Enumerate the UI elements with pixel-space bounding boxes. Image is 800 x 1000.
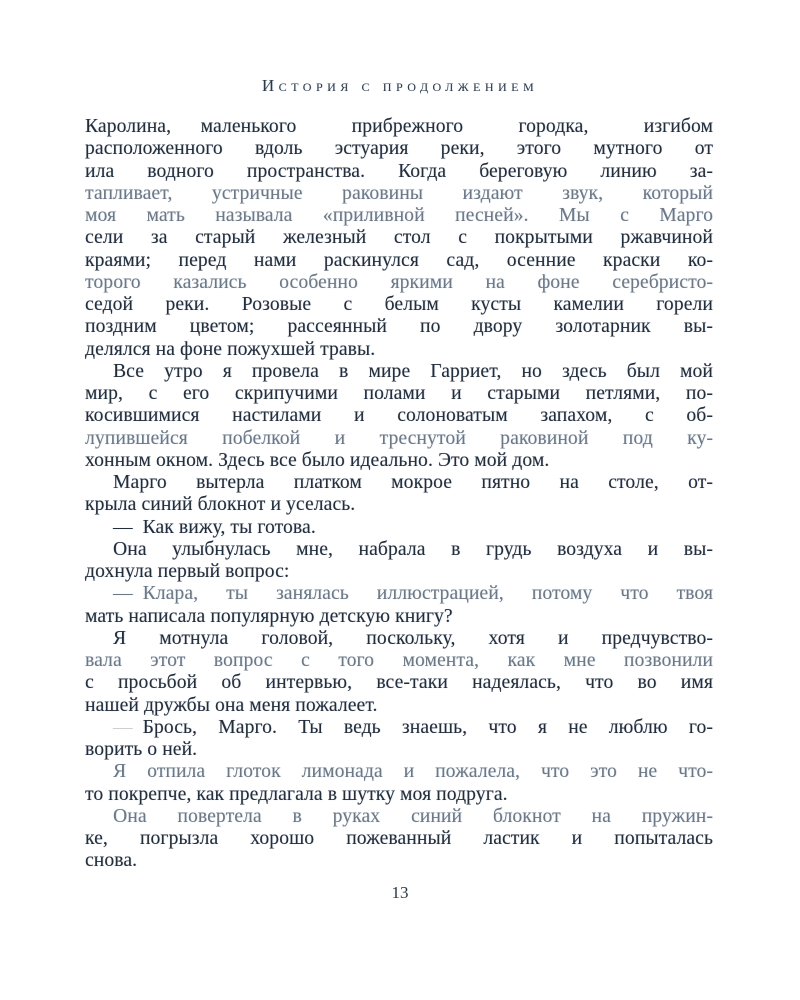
text-line: тапливает, устричные раковины издают звук, который [85, 182, 713, 204]
text-line: моя мать называла «приливной песней». Мы с Марго [85, 205, 713, 226]
paragraph [85, 472, 713, 517]
text-line: — Клара, ты занялась иллюстрацией, потому что твоя [113, 583, 713, 605]
text-line: Все утро я провела в мире Гарриет, но здесь был мой [113, 360, 713, 382]
text-line: снова. [85, 850, 138, 872]
text-line: расположенного вдоль эстуария реки, этого мутного от [85, 138, 713, 160]
text-line: хонным окном. Здесь все было идеально. Это мой дом. [85, 449, 550, 471]
text-line: дохнула первый вопрос: [85, 561, 290, 582]
text-line: торого казались особенно яркими на фоне серебристо- [85, 271, 713, 293]
paragraph [85, 717, 713, 762]
page-number: 13 [391, 883, 409, 902]
paragraph [85, 116, 713, 361]
text-line: Я отпила глоток лимонада и пожалела, что это не что- [113, 761, 713, 783]
text-line: ке, погрызла хорошо пожеванный ластик и попыталась [85, 828, 713, 849]
text-line: вала этот вопрос с того момента, как мне позвонили [85, 650, 713, 671]
paragraph [85, 583, 713, 628]
text-line: то покрепче, как предлагала в шутку моя подруга. [85, 783, 508, 805]
text-line: Она повертела в руках синий блокнот на пружин- [113, 805, 713, 827]
paragraph [85, 361, 713, 472]
text-line: Марго вытерла платком мокрое пятно на столе, от- [113, 472, 713, 493]
text-line: Каролина, маленького прибрежного городка, изгибом [85, 116, 713, 137]
page-body [85, 116, 713, 873]
text-line: Она улыбнулась мне, набрала в грудь воздуха и вы- [113, 538, 713, 560]
text-line: Я мотнула головой, поскольку, хотя и предчувство- [113, 627, 713, 649]
text-line: крыла синий блокнот и уселась. [85, 494, 356, 516]
paragraph [85, 806, 713, 873]
text-line: — Брось, Марго. Ты ведь знаешь, что я не люблю го- [113, 716, 713, 738]
text-line: лупившейся побелкой и треснутой раковиной под ку- [85, 427, 713, 449]
paragraph [85, 761, 713, 806]
text-line: мать написала популярную детскую книгу? [85, 605, 453, 627]
paragraph [85, 539, 713, 584]
text-line: ила водного пространства. Когда береговую линию за- [85, 160, 713, 182]
paragraph [85, 517, 713, 539]
text-line: нашей дружбы она меня пожалеет. [85, 694, 378, 716]
text-line: с просьбой об интервью, все-таки надеялась, что во имя [85, 672, 713, 694]
running-head: История с продолжением [261, 76, 539, 95]
text-line: поздним цветом; рассеянный по двору золотарник вы- [85, 316, 713, 338]
paragraph [85, 628, 713, 717]
faded-em-dash: — [113, 716, 143, 738]
text-line: сели за старый железный стол с покрытыми ржавчиной [85, 227, 713, 249]
text-line: — Как вижу, ты готова. [113, 516, 316, 538]
text-line: седой реки. Розовые с белым кусты камелии горели [85, 294, 713, 315]
text-line: краями; перед нами раскинулся сад, осенние краски ко- [85, 249, 713, 271]
text-line: мир, с его скрипучими полами и старыми петлями, по- [85, 383, 713, 404]
text-line: косившимися настилами и солоноватым запахом, с об- [85, 405, 713, 427]
text-line: делялся на фоне пожухшей травы. [85, 338, 376, 360]
text-line: ворить о ней. [85, 739, 198, 760]
